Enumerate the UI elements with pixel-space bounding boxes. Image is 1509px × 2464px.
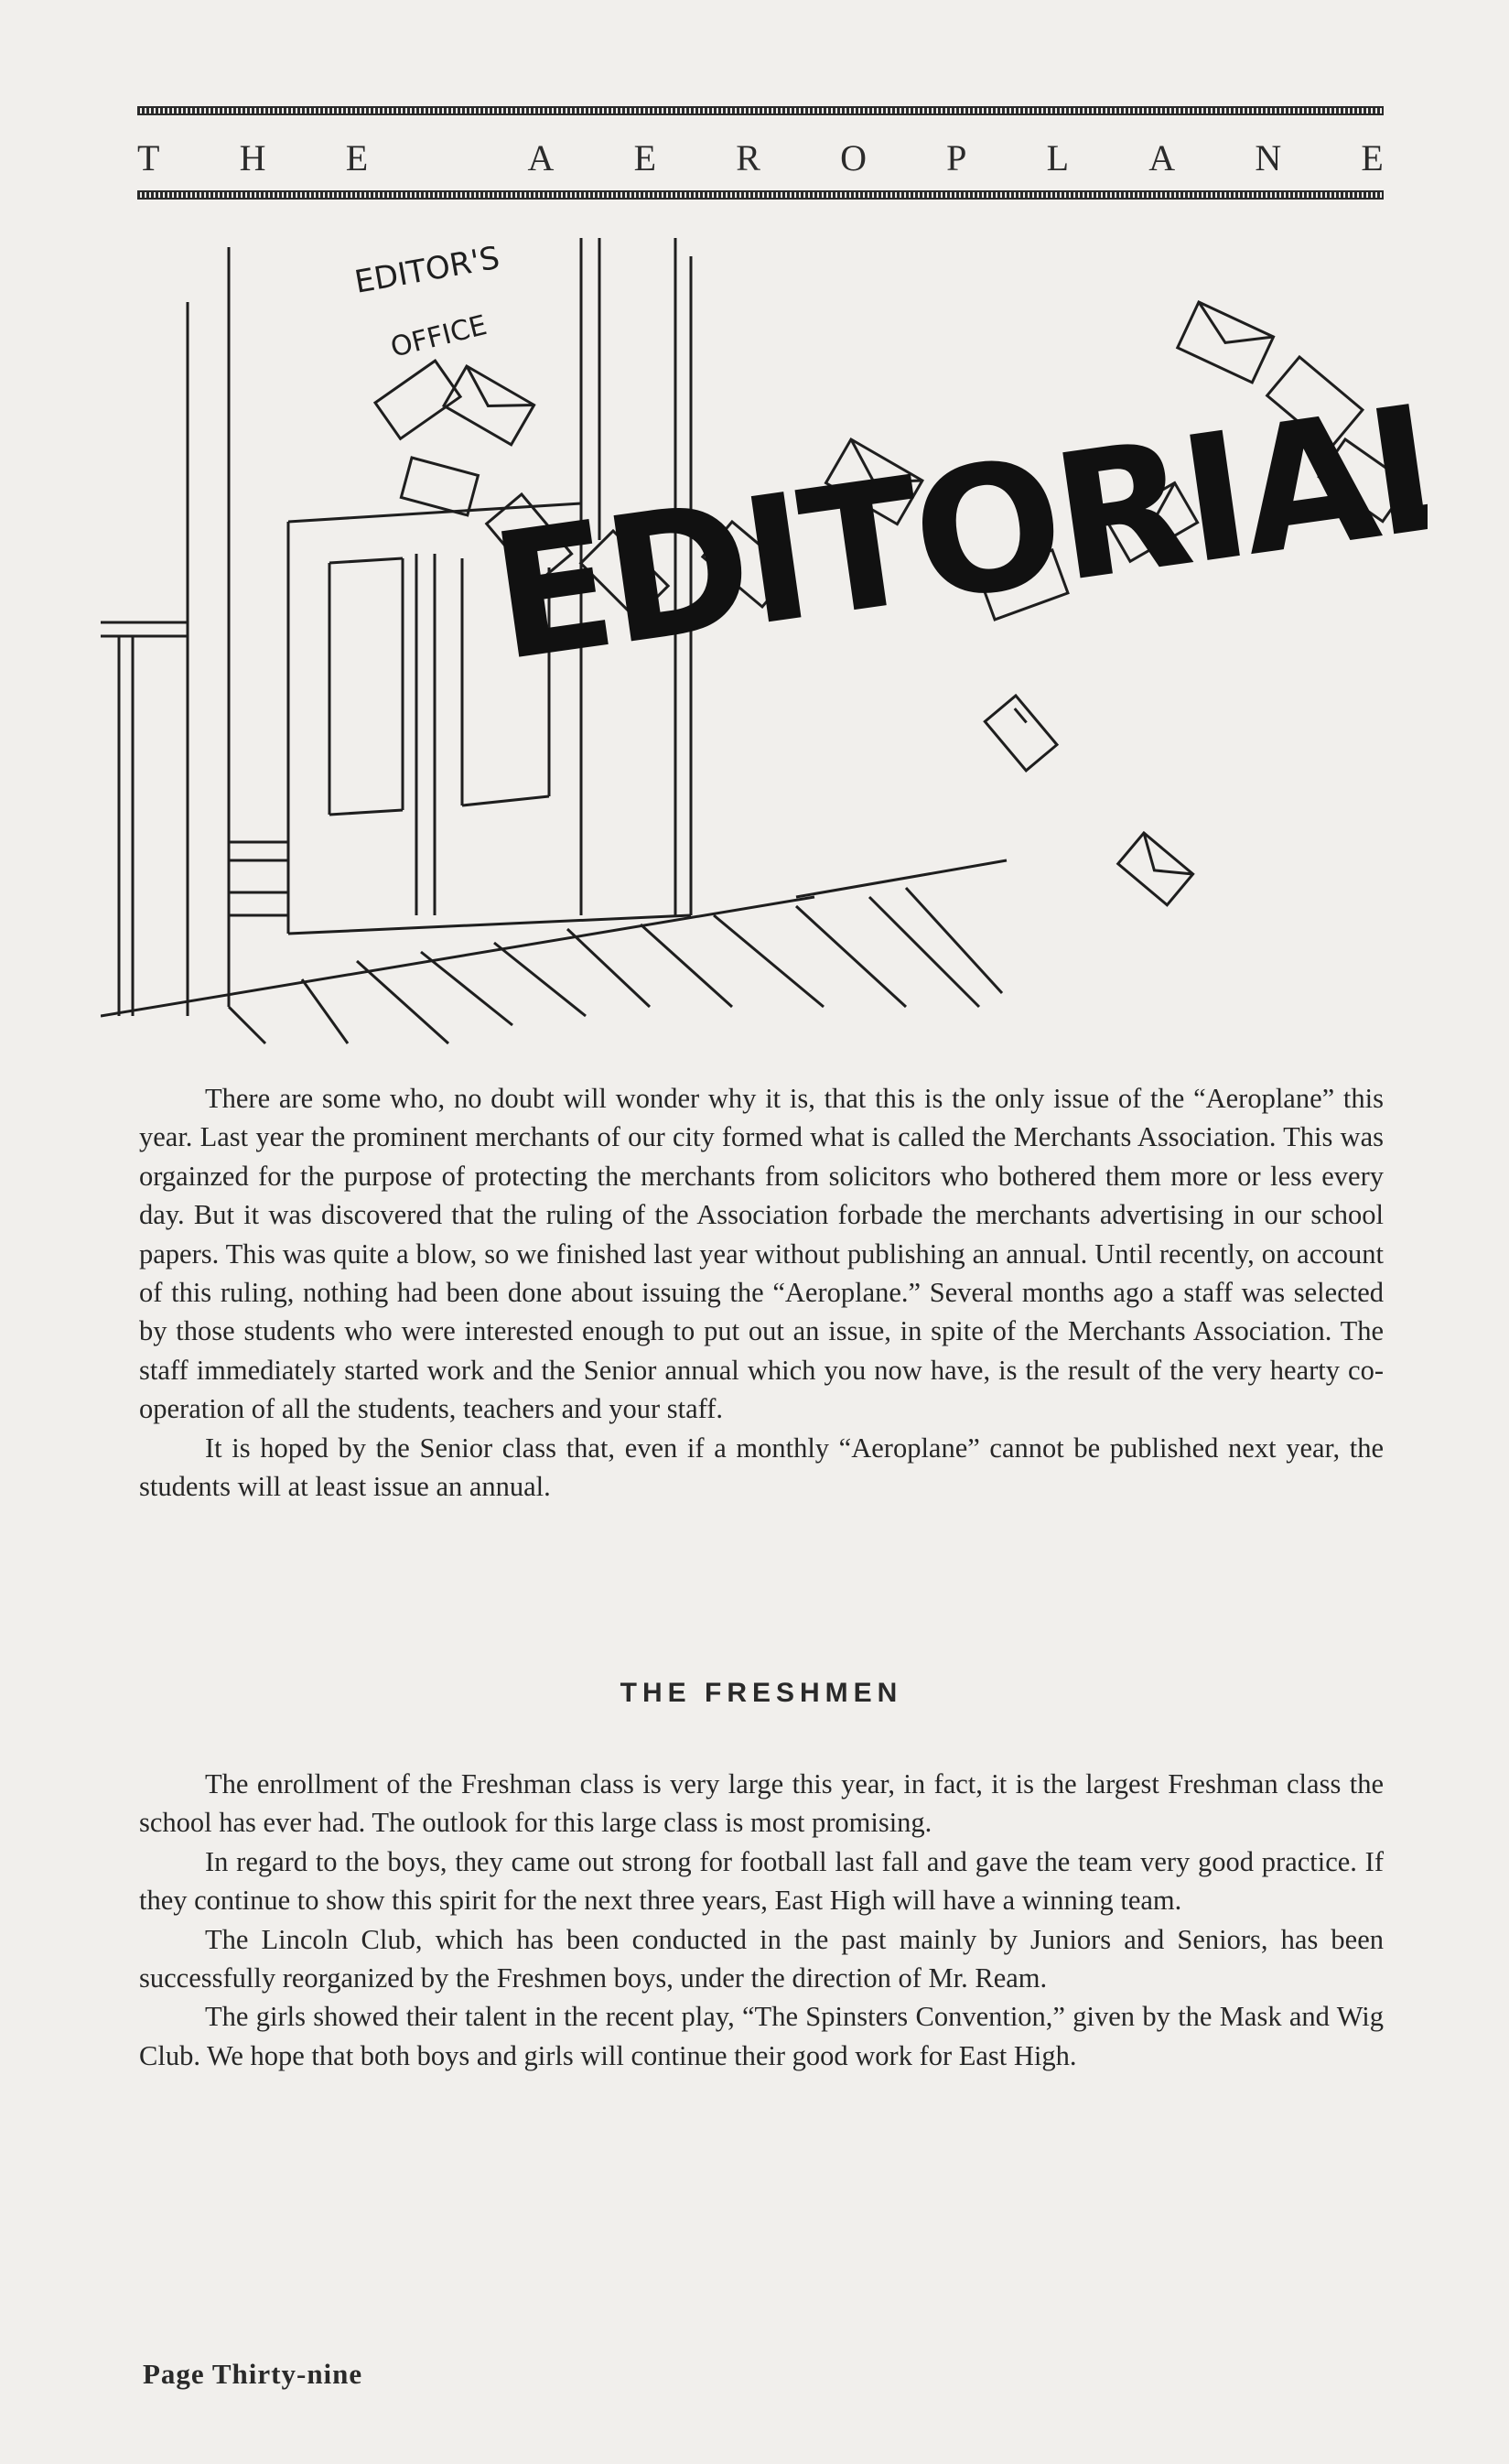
- masthead-letter: E: [633, 136, 657, 178]
- masthead-letter: R: [736, 136, 760, 178]
- section-title-freshmen: THE FRESHMEN: [620, 1678, 903, 1708]
- header-rule-top: [137, 106, 1384, 115]
- illustration-drawing: [101, 220, 1428, 1062]
- freshmen-paragraph: The enrollment of the Freshman class is very large this year, in fact, it is the largest Freshman class the school has ever had. The outlook for this large class is most promising.: [139, 1768, 1384, 1839]
- editorial-paragraph: It is hoped by the Senior class that, even if a monthly “Aeroplane” cannot be published next year, the students will at least issue an annual.: [139, 1432, 1384, 1503]
- masthead-letter: N: [1255, 136, 1282, 178]
- freshmen-paragraph: In regard to the boys, they came out strong for football last fall and gave the team very good practice. If they continue to show this spirit for the next three years, East High will have a winning team.: [139, 1845, 1384, 1917]
- masthead-letter: P: [946, 136, 967, 178]
- masthead-letter: E: [345, 136, 369, 178]
- masthead-letter: H: [239, 136, 266, 178]
- masthead-letter: A: [527, 136, 555, 178]
- editorial-paragraph: There are some who, no doubt will wonder why it is, that this is the only issue of the “Aeroplane” this year. Last year the prominent merchants of our city formed what is called the Merchants Association. This was orgainzed for the purpose of protecting the merchants from solicitors who bothered them more or less every day. But it was discovered that the ruling of the Association forbade the merchants advertising in our school papers. This was quite a blow, so we finished last year without publishing an annual. Until recently, on account of this ruling, nothing had been done about issuing the “Aeroplane.” Several months ago a staff was selected by those students who were interested enough to put out an issue, in spite of the Merchants Association. The staff immediately started work and the Senior annual which you now have, is the result of the very hearty co-operation of all the students, teachers and your staff.: [139, 1083, 1384, 1425]
- freshmen-text: [139, 1765, 1384, 2075]
- editorial-banner-word: EDITORIAL: [480, 362, 1428, 700]
- masthead-letter: A: [1148, 136, 1176, 178]
- masthead-letter: O: [840, 136, 867, 178]
- editorial-illustration: [101, 220, 1428, 1062]
- masthead-letter: T: [137, 136, 160, 178]
- freshmen-paragraph: The Lincoln Club, which has been conducted in the past mainly by Juniors and Seniors, has been successfully reorganized by the Freshmen boys, under the direction of Mr. Ream.: [139, 1923, 1384, 1994]
- freshmen-paragraph: The girls showed their talent in the recent play, “The Spinsters Convention,” given by the Mask and Wig Club. We hope that both boys and girls will continue their good work for East High.: [139, 2001, 1384, 2071]
- door-sign-line2: OFFICE: [387, 308, 490, 364]
- masthead-letter: L: [1046, 136, 1070, 178]
- editorial-text: [139, 1079, 1384, 1506]
- door-sign-line1: EDITOR'S: [351, 239, 502, 301]
- header-rule-bottom: [137, 190, 1384, 200]
- masthead: [137, 134, 1384, 181]
- page-number: Page Thirty-nine: [143, 2358, 363, 2390]
- masthead-letter: E: [1361, 136, 1384, 178]
